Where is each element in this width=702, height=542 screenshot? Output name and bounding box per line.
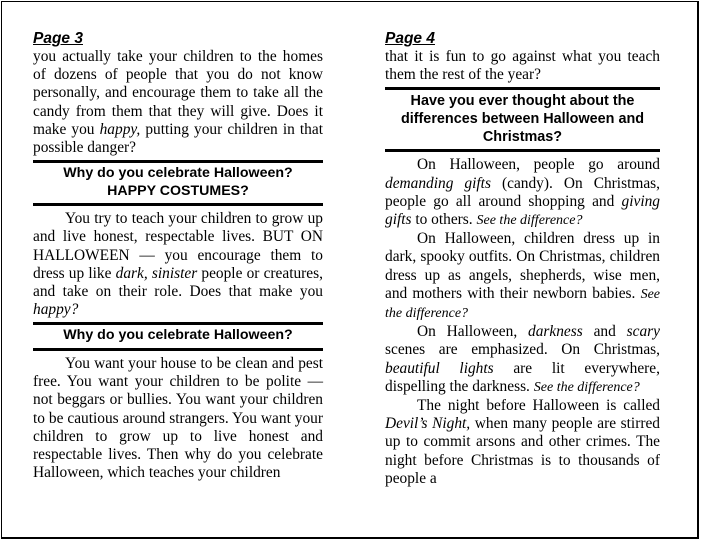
body-paragraph: You want your house to be clean and pest free. You want your children to be polite — not beggars or bullies. You want your children to be cautious around strangers. You want your children to grow up to live honest and respectable lives. Then why do you celebrate Halloween, which teaches your children — [33, 354, 323, 482]
heading-line: Why do you celebrate Halloween? — [63, 165, 293, 182]
intro-paragraph: you actually take your children to the homes of dozens of people that you do not know personally, and encourage them to take all the candy from them that they will give. Does it make you happy, putting your children in that possible danger? — [33, 48, 323, 157]
body-paragraph: On Halloween, people go around demanding gifts (candy). On Christmas, people go all around shopping and giving gifts to others. See the difference? — [385, 156, 660, 229]
left-column — [33, 30, 323, 482]
body-paragraph: The night before Halloween is called Devil’s Night, when many people are stirred up to commit arsons and other crimes. The night before Christmas is to thousands of people a — [385, 397, 660, 487]
section-heading-differences: Have you ever thought about the differences between Halloween and Christmas? — [385, 87, 660, 152]
page-number-label: Page 4 — [385, 30, 435, 47]
section-heading-happy-costumes — [33, 160, 323, 206]
section-heading-why-celebrate: Why do you celebrate Halloween? — [33, 322, 323, 351]
body-paragraph: On Halloween, children dress up in dark, spooky outfits. On Christmas, children dress up as angels, shepherds, wise men, and mothers with their newborn babies. See the difference? — [385, 230, 660, 322]
body-paragraph: On Halloween, darkness and scary scenes are emphasized. On Christmas, beautiful lights are lit everywhere, dispelling the darkness. See the difference? — [385, 323, 660, 395]
intro-paragraph: that it is fun to go against what you teach them the rest of the year? — [385, 48, 660, 84]
heading-line: HAPPY COSTUMES? — [107, 182, 249, 199]
page-number-label: Page 3 — [33, 30, 83, 47]
right-column — [385, 30, 660, 488]
body-paragraph: You try to teach your children to grow up and live honest, respectable lives. BUT ON HALLOWEEN — you encourage them to dress up like dark, sinister people or creatures, and take on their role. Does that make you happy? — [33, 210, 323, 319]
